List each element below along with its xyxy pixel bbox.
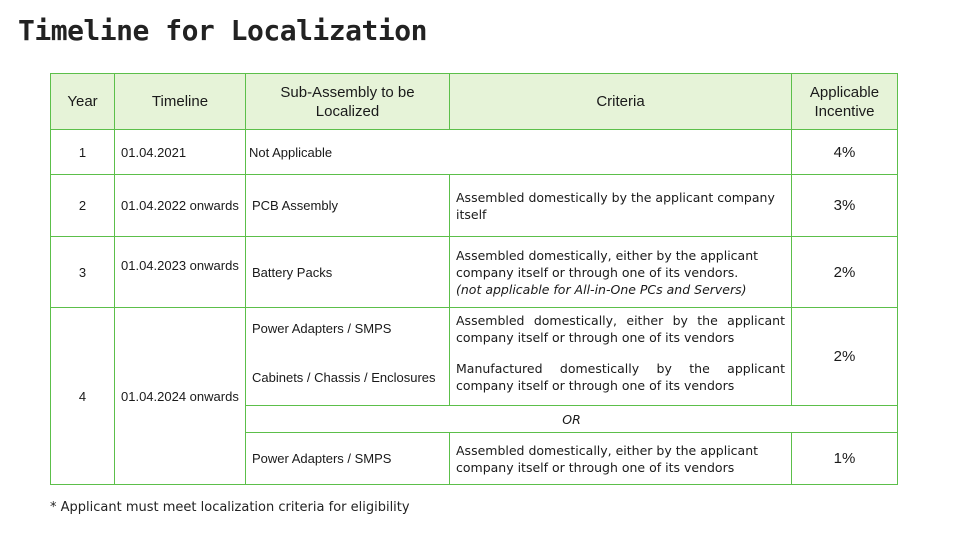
sub-assembly-cell: Power Adapters / SMPS: [246, 433, 450, 485]
criteria-cell: [450, 237, 792, 308]
incentive-cell: 1%: [792, 433, 898, 485]
table-row: [51, 308, 898, 350]
header-criteria: Criteria: [450, 74, 792, 130]
incentive-cell: 2%: [792, 237, 898, 308]
criteria-note: (not applicable for All-in-One PCs and Servers): [456, 281, 747, 297]
incentive-cell: 2%: [792, 308, 898, 406]
header-year: Year: [51, 74, 115, 130]
or-separator: OR: [246, 406, 898, 433]
header-row: [51, 74, 898, 130]
criteria-cell: Assembled domestically, either by the applicant company itself or through one of its vendors: [450, 433, 792, 485]
header-incentive: Applicable Incentive: [792, 74, 898, 130]
timeline-cell: 01.04.2024 onwards: [115, 308, 246, 485]
timeline-cell: 01.04.2023 onwards: [115, 237, 246, 308]
sub-assembly-cell: Cabinets / Chassis / Enclosures: [246, 350, 450, 406]
table-row: [51, 130, 898, 175]
year-cell: 3: [51, 237, 115, 308]
sub-assembly-cell: PCB Assembly: [246, 175, 450, 237]
criteria-text: Assembled domestically, either by the applicant company itself or through one of its vendors.: [456, 247, 759, 280]
table-row: [51, 237, 898, 308]
header-timeline: Timeline: [115, 74, 246, 130]
criteria-cell: [450, 130, 792, 175]
year-cell: 1: [51, 130, 115, 175]
sub-assembly-cell: Battery Packs: [246, 237, 450, 308]
footnote: * Applicant must meet localization criteria for eligibility: [50, 500, 410, 515]
table-row: [51, 175, 898, 237]
criteria-cell: Assembled domestically, either by the applicant company itself or through one of its vendors: [450, 308, 792, 350]
header-sub-assembly: Sub-Assembly to be Localized: [246, 74, 450, 130]
localization-table: [50, 73, 898, 485]
timeline-cell: 01.04.2021: [115, 130, 246, 175]
timeline-cell: 01.04.2022 onwards: [115, 175, 246, 237]
sub-assembly-cell: Not Applicable: [246, 130, 450, 175]
page-title: Timeline for Localization: [18, 14, 427, 47]
criteria-cell: Manufactured domestically by the applicant company itself or through one of its vendors: [450, 350, 792, 406]
criteria-cell: Assembled domestically by the applicant company itself: [450, 175, 792, 237]
year-cell: 4: [51, 308, 115, 485]
sub-assembly-cell: Power Adapters / SMPS: [246, 308, 450, 350]
year-cell: 2: [51, 175, 115, 237]
incentive-cell: 4%: [792, 130, 898, 175]
incentive-cell: 3%: [792, 175, 898, 237]
